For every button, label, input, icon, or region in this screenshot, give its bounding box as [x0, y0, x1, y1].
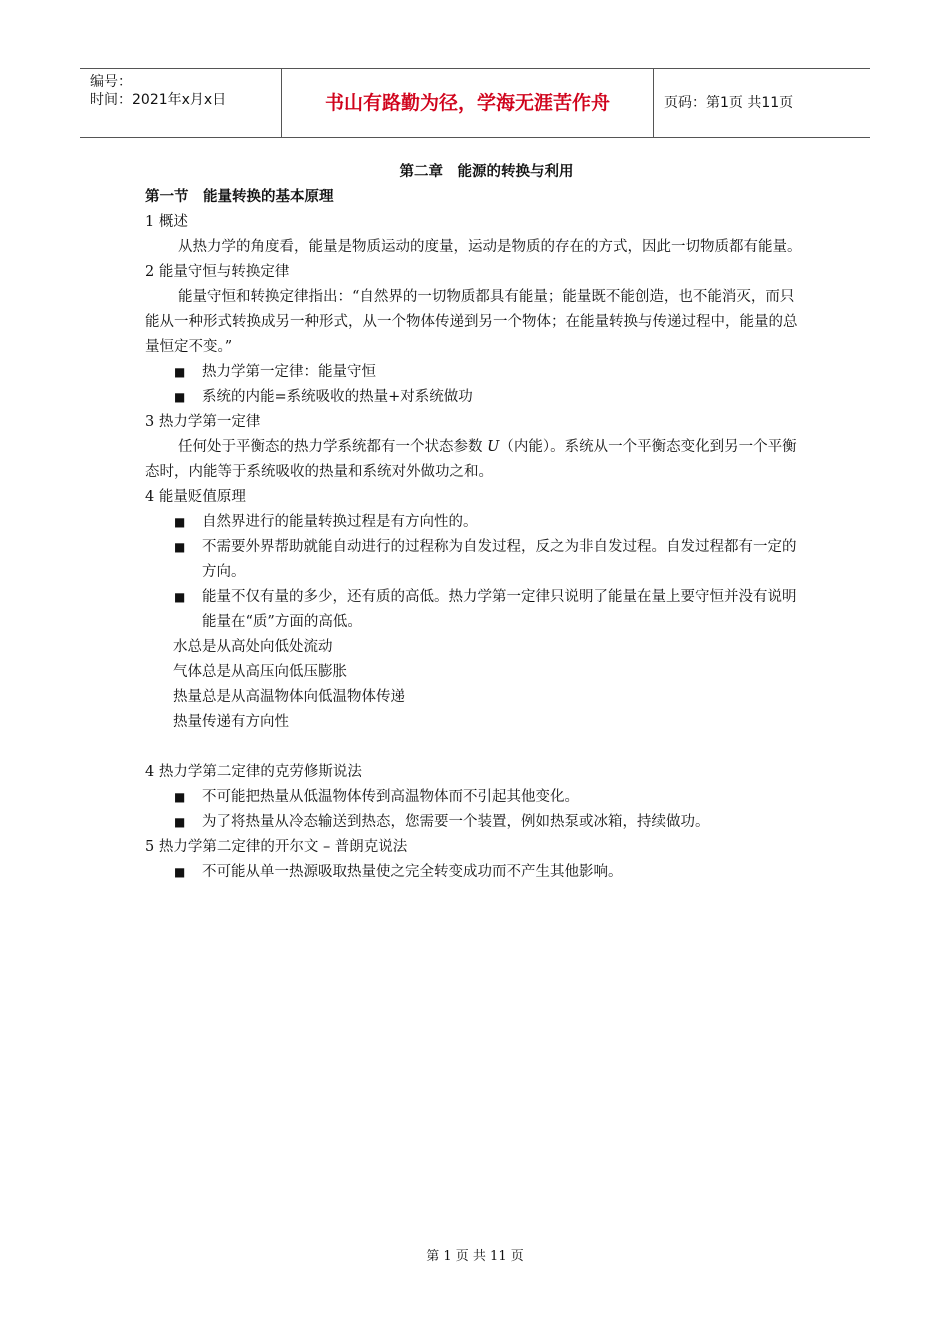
black-square-icon: ■ — [174, 790, 186, 804]
header-meta — [80, 69, 281, 137]
black-square-icon: ■ — [174, 365, 186, 379]
header-motto: 书山有路勤为径，学海无涯苦作舟 — [324, 92, 610, 114]
bullet-text: 不需要外界帮助就能自动进行的过程称为自发过程，反之为非自发过程。自发过程都有一定的方向。 — [202, 539, 797, 580]
page-footer: 第 1 页 共 11 页 — [426, 1249, 524, 1264]
example-line: 气体总是从高压向低压膨胀 — [173, 664, 347, 680]
bullet-text: 为了将热量从冷态输送到热态，您需要一个装置，例如热泵或冰箱，持续做功。 — [202, 814, 710, 830]
black-square-icon: ■ — [174, 515, 186, 529]
heading-conservation-law: 2 能量守恒与转换定律 — [145, 264, 290, 280]
doc-time-label: 时间：2021年x月x日 — [90, 92, 227, 108]
paragraph: 能量守恒和转换定律指出：“自然界的一切物质都具有能量；能量既不能创造，也不能消灭，而只能从一种形式转换成另一种形式，从一个物体传递到另一个物体；在能量转换与传递过程中，能量的总量恒定不变。” — [145, 289, 798, 355]
bullet-text: 能量不仅有量的多少，还有质的高低。热力学第一定律只说明了能量在量上要守恒并没有说明能量在“质”方面的高低。 — [202, 589, 797, 630]
bullet-text: 热力学第一定律：能量守恒 — [202, 364, 376, 380]
heading-first-law: 3 热力学第一定律 — [145, 414, 261, 430]
bullet-text: 不可能从单一热源吸取热量使之完全转变成功而不产生其他影响。 — [202, 864, 623, 880]
section-title: 第一节 能量转换的基本原理 — [145, 189, 334, 205]
paragraph-text: 任何处于平衡态的热力学系统都有一个状态参数 — [178, 439, 488, 455]
chapter-title: 第二章 能源的转换与利用 — [399, 164, 574, 180]
paragraph — [145, 435, 808, 485]
example-line: 热量总是从高温物体向低温物体传递 — [173, 689, 405, 705]
black-square-icon: ■ — [174, 815, 186, 829]
black-square-icon: ■ — [174, 590, 186, 604]
black-square-icon: ■ — [174, 865, 186, 879]
example-line: 水总是从高处向低处流动 — [173, 639, 333, 655]
page-header — [80, 68, 870, 138]
bullet-item — [145, 385, 808, 410]
internal-energy-symbol: U — [487, 439, 500, 455]
black-square-icon: ■ — [174, 540, 186, 554]
paragraph: 从热力学的角度看，能量是物质运动的度量，运动是物质的存在的方式，因此一切物质都有能量。 — [178, 239, 802, 255]
header-divider — [653, 69, 654, 137]
heading-clausius: 4 热力学第二定律的克劳修斯说法 — [145, 764, 362, 780]
bullet-text: 系统的内能=系统吸收的热量+对系统做功 — [202, 389, 473, 405]
bullet-item — [145, 535, 808, 585]
bullet-text: 不可能把热量从低温物体传到高温物体而不引起其他变化。 — [202, 789, 579, 805]
bullet-item — [145, 860, 808, 885]
bullet-text: 自然界进行的能量转换过程是有方向性的。 — [202, 514, 478, 530]
heading-kelvin-planck: 5 热力学第二定律的开尔文 – 普朗克说法 — [145, 839, 408, 855]
doc-number-label: 编号： — [90, 74, 132, 90]
bullet-item — [145, 510, 808, 535]
document-body — [145, 160, 808, 885]
bullet-item — [145, 810, 808, 835]
header-page-info: 页码：第1页 共11页 — [664, 95, 794, 111]
heading-energy-degradation: 4 能量贬值原理 — [145, 489, 246, 505]
paragraph-text: （内能）。系统从一个平衡态变化到另一个平衡态时，内能等于系统吸收的热量和系统对外做功之和。 — [145, 439, 797, 480]
heading-overview: 1 概述 — [145, 214, 188, 230]
bullet-item — [145, 360, 808, 385]
spacer — [145, 735, 808, 760]
example-line: 热量传递有方向性 — [173, 714, 289, 730]
black-square-icon: ■ — [174, 390, 186, 404]
bullet-item — [145, 585, 808, 635]
bullet-item — [145, 785, 808, 810]
